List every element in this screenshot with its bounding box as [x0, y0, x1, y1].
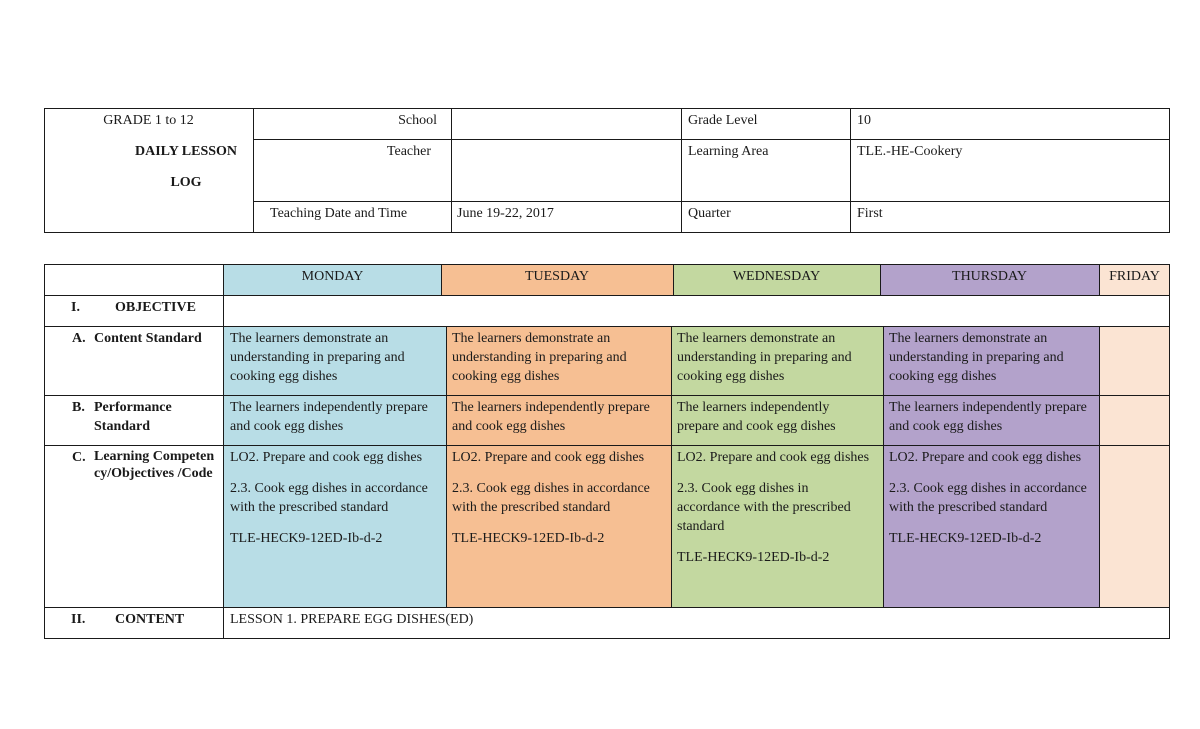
- school-value: [451, 109, 681, 113]
- day-header-wednesday: WEDNESDAY: [732, 269, 821, 284]
- competency-code: TLE-HECK9-12ED-Ib-d-2: [452, 531, 605, 546]
- learning-competency-number: C.: [72, 450, 86, 465]
- performance-standard-thursday: The learners independently prepare and cook egg dishes: [889, 400, 1087, 434]
- competency-text: 2.3. Cook egg dishes in accordance with the prescribed standard: [677, 481, 851, 534]
- lo-text: LO2. Prepare and cook egg dishes: [889, 450, 1082, 465]
- content-standard-number: A.: [72, 331, 86, 346]
- quarter-value: First: [857, 206, 883, 221]
- content-number: II.: [71, 612, 86, 627]
- learning-competency-wednesday: [671, 446, 883, 569]
- lo-text: LO2. Prepare and cook egg dishes: [452, 450, 645, 465]
- day-header-tuesday: TUESDAY: [524, 269, 590, 284]
- performance-standard-label-line1: Performance: [94, 400, 172, 415]
- competency-code: TLE-HECK9-12ED-Ib-d-2: [677, 550, 830, 565]
- learning-area-value: TLE.-HE-Cookery: [857, 144, 963, 159]
- lo-text: LO2. Prepare and cook egg dishes: [677, 450, 870, 465]
- friday-column-bg: [1099, 327, 1170, 607]
- content-value: LESSON 1. PREPARE EGG DISHES(ED): [230, 612, 474, 627]
- performance-standard-label-line2: Standard: [94, 419, 151, 434]
- competency-code: TLE-HECK9-12ED-Ib-d-2: [230, 531, 383, 546]
- date-value: June 19-22, 2017: [457, 206, 554, 221]
- grade-level-label: Grade Level: [688, 113, 758, 128]
- objective-label: OBJECTIVE: [115, 300, 196, 315]
- content-standard-thursday: The learners demonstrate an understanding in preparing and cooking egg dishes: [889, 331, 1064, 384]
- school-label: School: [398, 113, 437, 128]
- quarter-label: Quarter: [688, 206, 731, 221]
- performance-standard-tuesday: The learners independently prepare and cook egg dishes: [452, 400, 650, 434]
- competency-text: 2.3. Cook egg dishes in accordance with the prescribed standard: [889, 481, 1087, 515]
- content-label: CONTENT: [115, 612, 185, 627]
- grade-range: GRADE 1 to 12: [103, 113, 194, 128]
- performance-standard-monday: The learners independently prepare and cook egg dishes: [230, 400, 428, 434]
- teacher-value: [451, 140, 681, 144]
- day-header-monday: MONDAY: [301, 269, 364, 284]
- document-title-line2: LOG: [170, 175, 202, 190]
- document-title-line1: DAILY LESSON: [134, 144, 238, 159]
- content-standard-wednesday: The learners demonstrate an understanding in preparing and cooking egg dishes: [677, 331, 852, 384]
- content-standard-tuesday: The learners demonstrate an understanding in preparing and cooking egg dishes: [452, 331, 627, 384]
- learning-competency-tuesday: [446, 446, 671, 550]
- objective-number: I.: [71, 300, 80, 315]
- competency-text: 2.3. Cook egg dishes in accordance with the prescribed standard: [230, 481, 428, 515]
- date-label: Teaching Date and Time: [270, 206, 408, 221]
- content-standard-monday: The learners demonstrate an understanding in preparing and cooking egg dishes: [230, 331, 405, 384]
- learning-competency-thursday: [883, 446, 1099, 550]
- performance-standard-wednesday: The learners independently prepare and cook egg dishes: [677, 400, 836, 434]
- content-standard-label: Content Standard: [94, 331, 202, 346]
- performance-standard-number: B.: [72, 400, 85, 415]
- learning-competency-label: Learning Competency/Objectives /Code: [94, 449, 215, 481]
- competency-code: TLE-HECK9-12ED-Ib-d-2: [889, 531, 1042, 546]
- lo-text: LO2. Prepare and cook egg dishes: [230, 450, 423, 465]
- day-header-friday: FRIDAY: [1109, 269, 1160, 284]
- competency-text: 2.3. Cook egg dishes in accordance with the prescribed standard: [452, 481, 650, 515]
- day-header-thursday: THURSDAY: [952, 269, 1027, 284]
- grade-level-value: 10: [857, 113, 871, 128]
- learning-competency-monday: [224, 446, 446, 550]
- learning-area-label: Learning Area: [688, 144, 769, 159]
- teacher-label: Teacher: [386, 144, 431, 159]
